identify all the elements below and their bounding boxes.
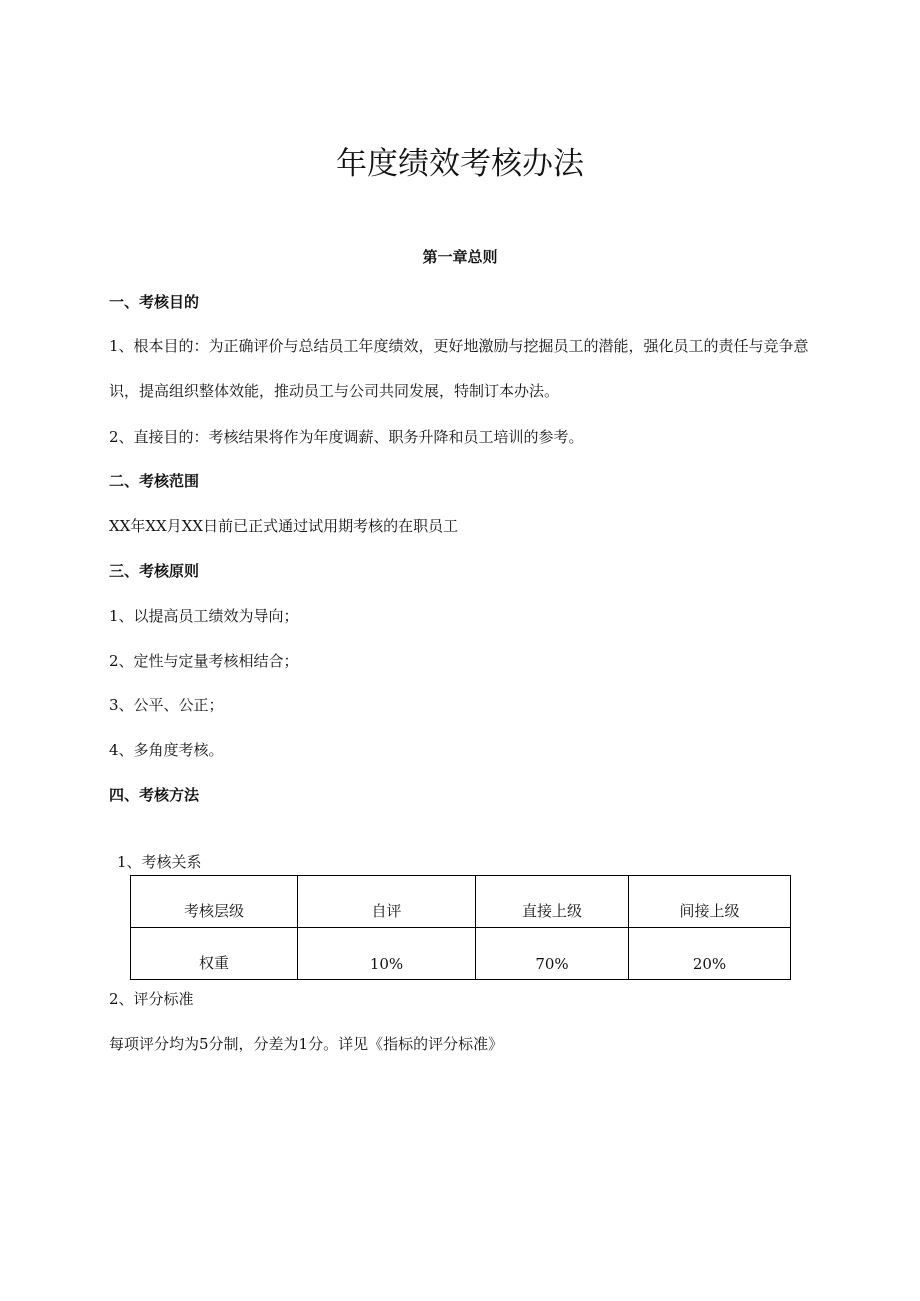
paragraph-fundamental-purpose: 1、根本目的：为正确评价与总结员工年度绩效，更好地激励与挖掘员工的潜能，强化员工的责任与竞争意识，提高组织整体效能，推动员工与公司共同发展，特制订本办法。: [109, 337, 809, 400]
subheading-scoring-standard: 2、评分标准: [109, 990, 194, 1008]
list-item-principle: 2、定性与定量考核相结合；: [109, 652, 299, 670]
chapter-heading: 第一章总则: [422, 248, 498, 266]
table-header-cell: 考核层级: [131, 876, 298, 928]
table-header-cell: 直接上级: [476, 876, 629, 928]
table-cell: 权重: [131, 928, 298, 980]
section-heading-scope: 二、考核范围: [109, 472, 200, 490]
table-cell: 10%: [298, 928, 476, 980]
list-item-principle: 4、多角度考核。: [109, 741, 224, 759]
paragraph-scoring: 每项评分均为5分制，分差为1分。详见《指标的评分标准》: [109, 1035, 504, 1053]
table-header-cell: 自评: [298, 876, 476, 928]
table-cell: 20%: [629, 928, 791, 980]
table-header-row: [131, 876, 791, 928]
paragraph-scope: XX年XX月XX日前已正式通过试用期考核的在职员工: [109, 517, 459, 535]
subheading-relationship: 1、考核关系: [117, 853, 202, 871]
section-heading-methods: 四、考核方法: [109, 786, 200, 804]
table-row: [131, 928, 791, 980]
paragraph-direct-purpose: 2、直接目的：考核结果将作为年度调薪、职务升降和员工培训的参考。: [109, 428, 584, 446]
list-item-principle: 1、以提高员工绩效为导向；: [109, 607, 299, 625]
table-header-cell: 间接上级: [629, 876, 791, 928]
weight-table: [130, 875, 791, 980]
section-heading-purpose: 一、考核目的: [109, 293, 200, 311]
table-cell: 70%: [476, 928, 629, 980]
list-item-principle: 3、公平、公正；: [109, 696, 224, 714]
document-title: 年度绩效考核办法: [336, 146, 584, 182]
section-heading-principles: 三、考核原则: [109, 562, 200, 580]
